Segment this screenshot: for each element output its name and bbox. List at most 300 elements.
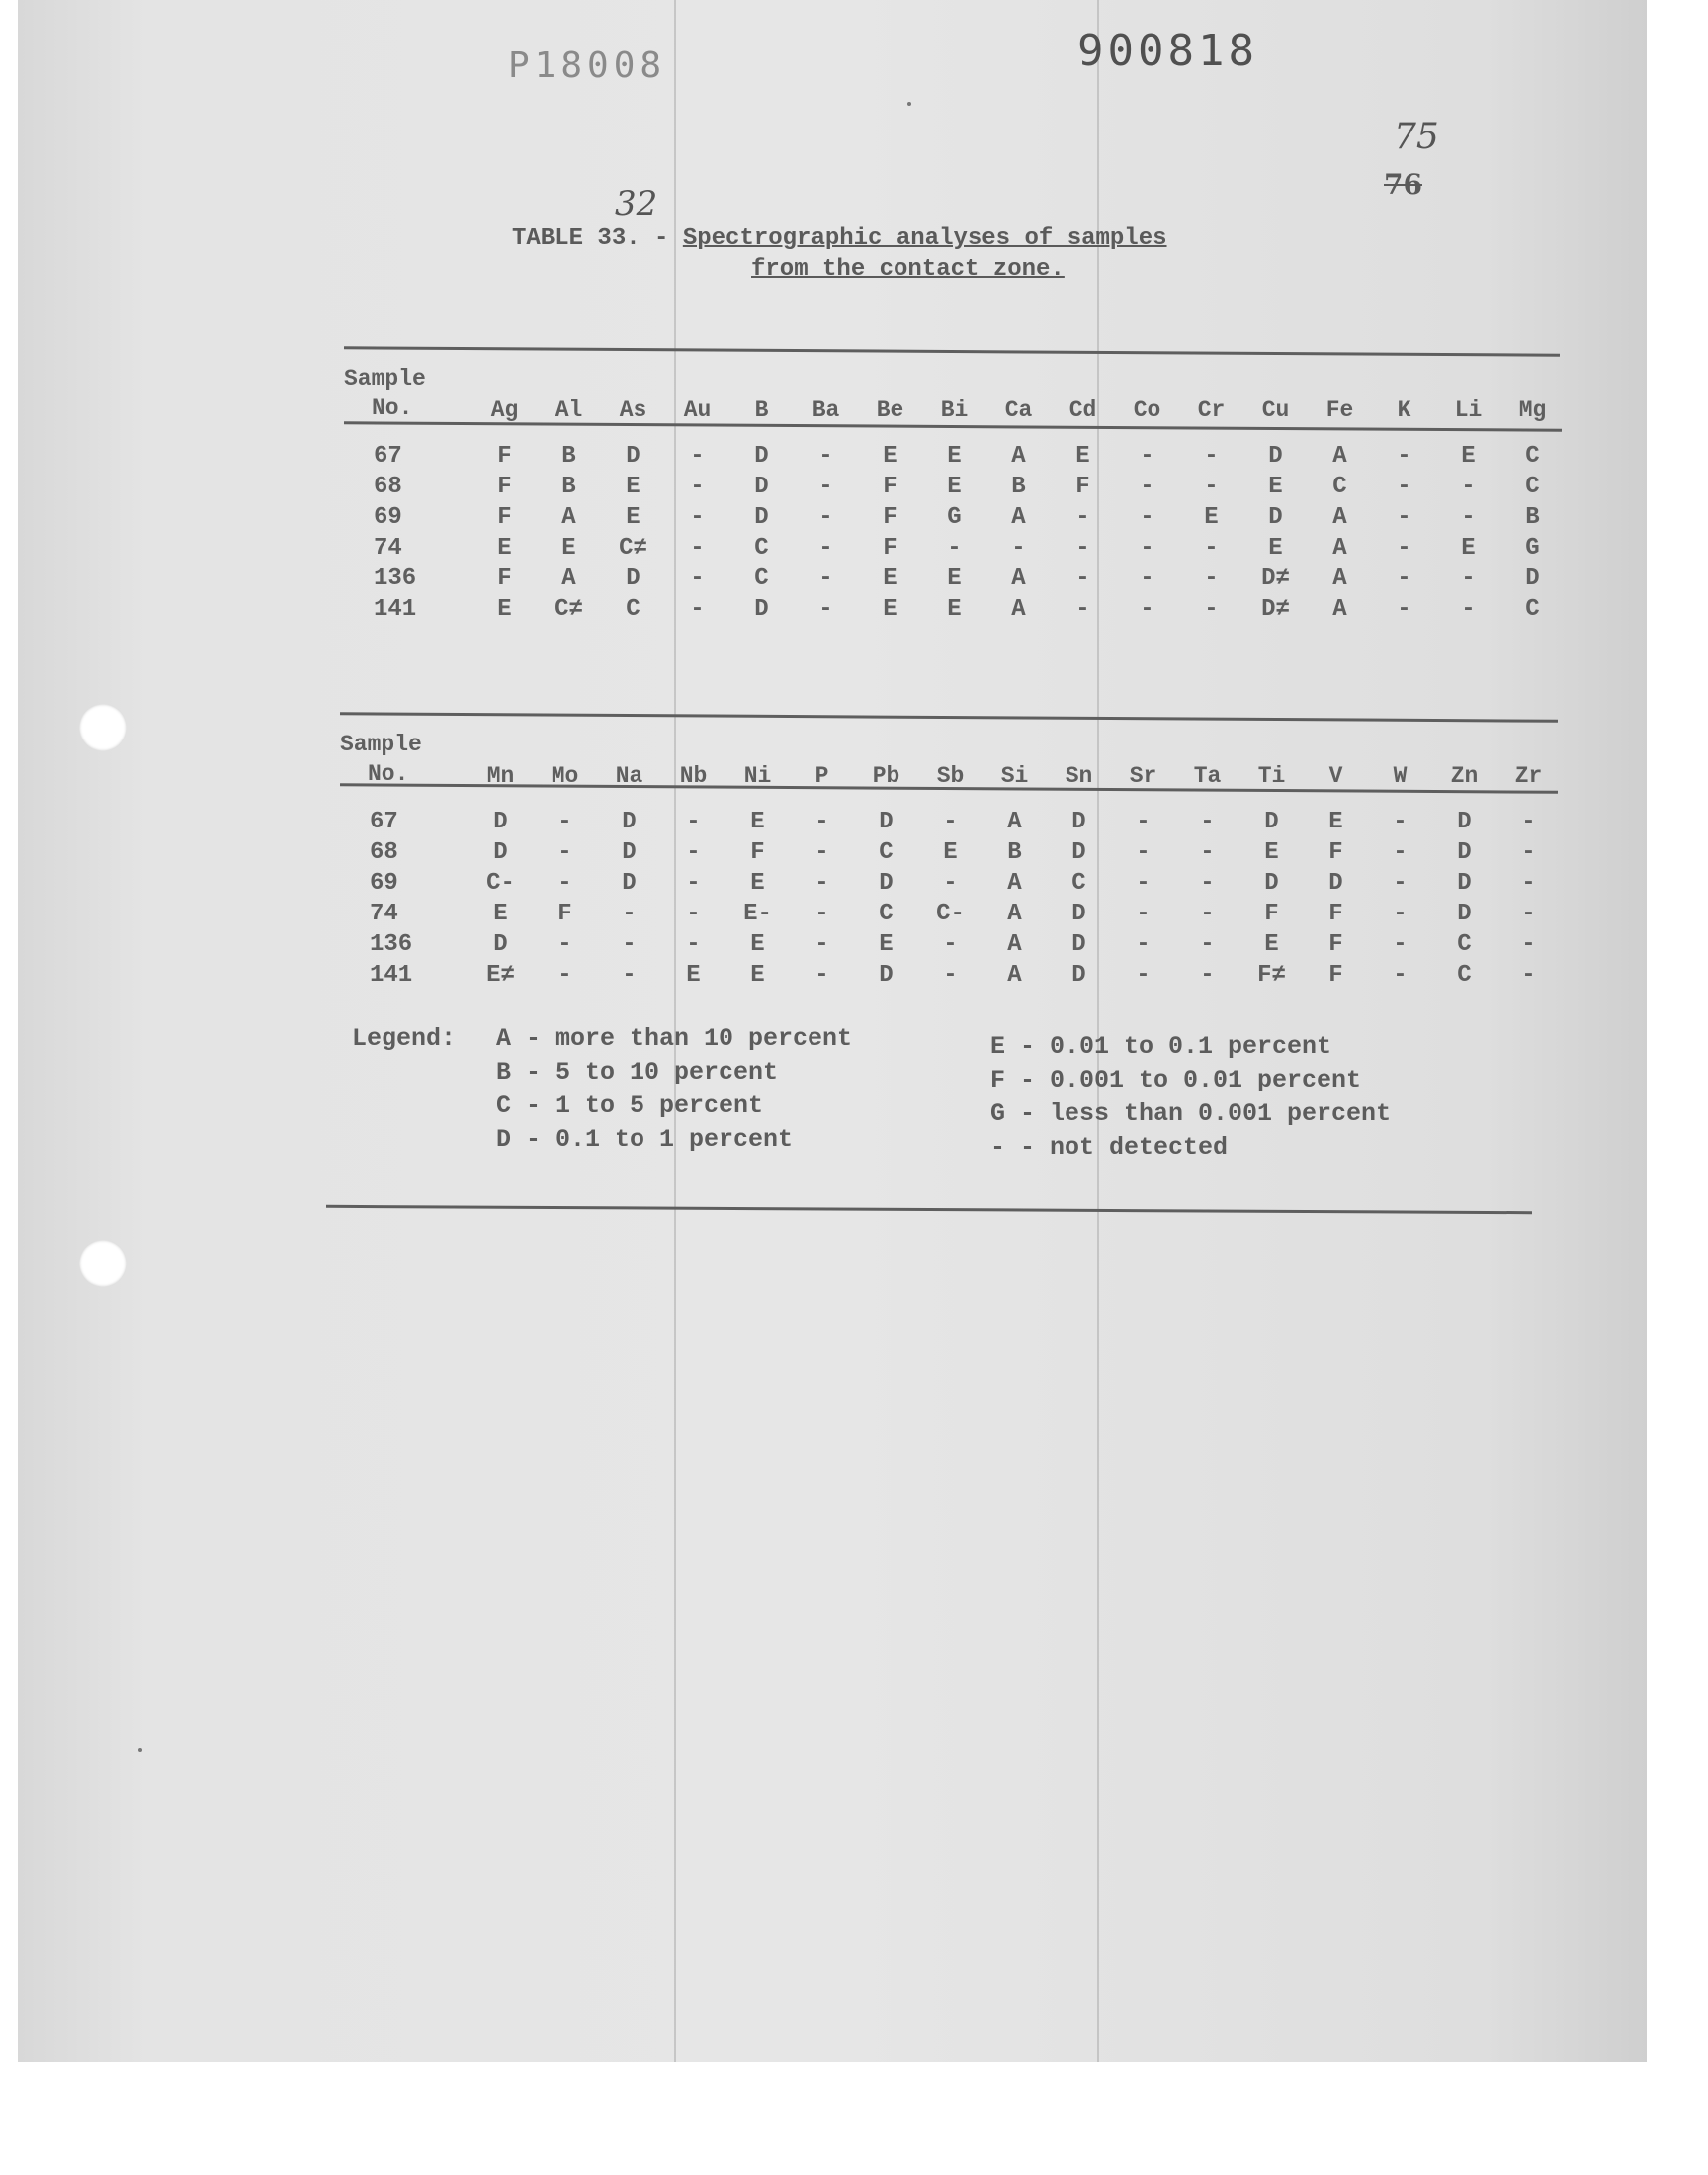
element-header: Cd <box>1068 397 1097 423</box>
concentration-cell: - <box>1136 901 1151 927</box>
legend-column-1 <box>496 1022 852 1157</box>
element-header: Ni <box>743 763 772 789</box>
concentration-cell: D≠ <box>1261 596 1290 623</box>
concentration-cell: D <box>622 870 637 897</box>
concentration-cell: F <box>1328 901 1343 927</box>
concentration-cell: G <box>947 504 962 531</box>
concentration-cell: E- <box>743 901 772 927</box>
concentration-cell: - <box>686 809 701 835</box>
sample-number: 74 <box>374 535 402 562</box>
concentration-cell: E <box>750 870 765 897</box>
concentration-cell: D <box>1328 870 1343 897</box>
element-header: Be <box>876 397 904 423</box>
concentration-cell: - <box>686 870 701 897</box>
concentration-cell: C- <box>486 870 515 897</box>
concentration-cell: - <box>1521 839 1536 866</box>
concentration-cell: - <box>690 504 705 531</box>
concentration-cell: - <box>1200 901 1215 927</box>
punch-hole <box>79 1240 127 1287</box>
element-header: Sb <box>936 763 965 789</box>
concentration-cell: F <box>883 474 897 500</box>
sample-header-line2: No. <box>372 395 413 421</box>
stamp-number-left: P18008 <box>508 45 667 86</box>
concentration-cell: E≠ <box>486 962 515 989</box>
concentration-cell: C <box>1332 474 1347 500</box>
concentration-cell: E <box>626 504 640 531</box>
concentration-cell: E <box>883 566 897 592</box>
concentration-cell: - <box>1200 839 1215 866</box>
element-header: Zr <box>1514 763 1543 789</box>
concentration-cell: D <box>626 443 640 470</box>
concentration-cell: C <box>1525 596 1540 623</box>
concentration-cell: - <box>1140 535 1154 562</box>
legend-item: - - not detected <box>990 1133 1229 1162</box>
concentration-cell: - <box>818 535 833 562</box>
concentration-cell: C≠ <box>555 596 583 623</box>
spacer-row <box>344 427 1565 441</box>
concentration-cell: - <box>943 870 958 897</box>
concentration-cell: - <box>1136 962 1151 989</box>
concentration-cell: - <box>1204 596 1219 623</box>
element-header: Bi <box>940 397 969 423</box>
spacer-cell <box>340 793 1561 807</box>
element-header: Ca <box>1004 397 1033 423</box>
stamp-number-right: 900818 <box>1077 26 1258 76</box>
concentration-cell: D <box>493 839 508 866</box>
concentration-cell: - <box>690 596 705 623</box>
table-row <box>344 594 1565 625</box>
concentration-cell: - <box>1397 474 1411 500</box>
concentration-cell: C <box>879 839 894 866</box>
concentration-cell: - <box>686 901 701 927</box>
concentration-cell: D <box>1525 566 1540 592</box>
concentration-cell: D <box>493 931 508 958</box>
element-header: Sr <box>1129 763 1157 789</box>
sample-header <box>344 352 472 427</box>
concentration-cell: F <box>1328 931 1343 958</box>
element-header: Li <box>1454 397 1483 423</box>
punch-hole <box>79 704 127 751</box>
concentration-cell: - <box>1075 566 1090 592</box>
concentration-cell: C <box>754 535 769 562</box>
sample-number: 141 <box>370 962 413 989</box>
handwritten-table-number: 32 <box>615 184 658 223</box>
concentration-cell: B <box>1007 839 1022 866</box>
concentration-cell: F <box>497 566 512 592</box>
concentration-cell: A <box>1332 535 1347 562</box>
concentration-cell: C <box>754 566 769 592</box>
spacer-row <box>340 793 1561 807</box>
sample-number: 68 <box>370 839 398 866</box>
table-row <box>344 564 1565 594</box>
concentration-cell: F <box>883 535 897 562</box>
bottom-rule <box>326 1205 1532 1214</box>
concentration-cell: - <box>1136 839 1151 866</box>
element-header: As <box>619 397 647 423</box>
element-header: K <box>1397 397 1411 423</box>
concentration-cell: D <box>622 839 637 866</box>
sample-number: 136 <box>374 566 417 592</box>
concentration-cell: E <box>1328 809 1343 835</box>
sample-number: 69 <box>370 870 398 897</box>
concentration-cell: - <box>1393 931 1408 958</box>
concentration-cell: C <box>626 596 640 623</box>
concentration-cell: - <box>947 535 962 562</box>
concentration-cell: - <box>1521 962 1536 989</box>
concentration-cell: A <box>561 566 576 592</box>
concentration-cell: A <box>1011 566 1026 592</box>
concentration-cell: E <box>943 839 958 866</box>
concentration-cell: D <box>1457 870 1472 897</box>
concentration-cell: - <box>1461 504 1476 531</box>
table-title <box>512 225 1323 283</box>
concentration-cell: D <box>493 809 508 835</box>
concentration-cell: D <box>879 809 894 835</box>
concentration-cell: - <box>1136 931 1151 958</box>
concentration-cell: - <box>818 566 833 592</box>
concentration-cell: C <box>879 901 894 927</box>
concentration-cell: C- <box>936 901 965 927</box>
concentration-cell: E <box>1075 443 1090 470</box>
table-row <box>344 441 1565 472</box>
element-header: Cu <box>1261 397 1290 423</box>
concentration-cell: E <box>947 443 962 470</box>
concentration-cell: - <box>1521 901 1536 927</box>
concentration-cell: - <box>1200 931 1215 958</box>
concentration-cell: - <box>1204 535 1219 562</box>
concentration-cell: C <box>1457 962 1472 989</box>
concentration-cell: - <box>814 962 829 989</box>
concentration-cell: D <box>754 504 769 531</box>
concentration-cell: E <box>1461 535 1476 562</box>
concentration-cell: D <box>1268 443 1283 470</box>
concentration-cell: D <box>1071 931 1086 958</box>
concentration-cell: - <box>1397 596 1411 623</box>
concentration-cell: - <box>1136 809 1151 835</box>
concentration-cell: E <box>497 535 512 562</box>
concentration-cell: - <box>1397 443 1411 470</box>
table-row <box>344 533 1565 564</box>
concentration-cell: E <box>947 566 962 592</box>
concentration-cell: F <box>750 839 765 866</box>
concentration-cell: E <box>879 931 894 958</box>
concentration-cell: A <box>1011 596 1026 623</box>
concentration-cell: E <box>947 596 962 623</box>
element-header: Pb <box>872 763 900 789</box>
concentration-cell: - <box>1397 566 1411 592</box>
concentration-cell: D <box>1071 809 1086 835</box>
concentration-cell: A <box>1332 566 1347 592</box>
element-header: Si <box>1000 763 1029 789</box>
concentration-cell: - <box>818 596 833 623</box>
handwritten-page-number: 75 <box>1394 117 1439 157</box>
legend-item: D - 0.1 to 1 percent <box>496 1125 794 1154</box>
element-header: Mg <box>1518 397 1547 423</box>
concentration-cell: - <box>1140 504 1154 531</box>
sample-number: 69 <box>374 504 402 531</box>
element-header: W <box>1393 763 1408 789</box>
concentration-cell: - <box>1204 474 1219 500</box>
concentration-cell: C <box>1457 931 1472 958</box>
concentration-cell: E <box>1264 931 1279 958</box>
concentration-cell: A <box>1332 443 1347 470</box>
legend-column-2 <box>990 1030 1391 1165</box>
concentration-cell: D <box>879 962 894 989</box>
concentration-cell: - <box>690 535 705 562</box>
concentration-cell: - <box>943 962 958 989</box>
concentration-cell: D <box>1264 809 1279 835</box>
spacer-cell <box>344 427 1565 441</box>
element-header: Ag <box>490 397 519 423</box>
concentration-cell: E <box>497 596 512 623</box>
sample-header-line1: Sample <box>340 732 422 757</box>
concentration-cell: - <box>1397 535 1411 562</box>
concentration-cell: D <box>754 474 769 500</box>
concentration-cell: C <box>1525 474 1540 500</box>
concentration-cell: A <box>1007 962 1022 989</box>
table-row <box>344 472 1565 502</box>
concentration-cell: - <box>1075 504 1090 531</box>
struck-page-number: 76 <box>1384 168 1422 201</box>
legend-label: Legend: <box>352 1024 457 1053</box>
sample-number: 136 <box>370 931 413 958</box>
concentration-cell: B <box>561 474 576 500</box>
legend-item: G - less than 0.001 percent <box>990 1099 1392 1128</box>
element-header: Na <box>615 763 643 789</box>
sample-header <box>340 718 469 793</box>
concentration-cell: D <box>1457 901 1472 927</box>
element-header: V <box>1328 763 1343 789</box>
concentration-cell: - <box>1075 535 1090 562</box>
sample-number: 67 <box>374 443 402 470</box>
concentration-cell: - <box>814 901 829 927</box>
concentration-cell: C <box>1071 870 1086 897</box>
legend-item: A - more than 10 percent <box>496 1024 853 1053</box>
sample-header-line1: Sample <box>344 366 426 392</box>
concentration-cell: - <box>814 870 829 897</box>
table1-elements <box>344 352 1565 625</box>
concentration-cell: E <box>1204 504 1219 531</box>
document-page <box>18 0 1647 2062</box>
concentration-cell: - <box>1393 839 1408 866</box>
legend-item: F - 0.001 to 0.01 percent <box>990 1066 1362 1094</box>
element-header: Ta <box>1193 763 1222 789</box>
concentration-cell: F≠ <box>1257 962 1286 989</box>
concentration-cell: - <box>1393 870 1408 897</box>
concentration-cell: F <box>1264 901 1279 927</box>
title-line1: Spectrographic analyses of samples <box>682 225 1167 252</box>
concentration-cell: - <box>814 809 829 835</box>
concentration-cell: E <box>686 962 701 989</box>
concentration-cell: E <box>750 809 765 835</box>
table-row <box>340 960 1561 991</box>
concentration-cell: - <box>814 931 829 958</box>
element-header: Zn <box>1450 763 1479 789</box>
element-header: Co <box>1133 397 1161 423</box>
concentration-cell: D <box>1457 809 1472 835</box>
concentration-cell: - <box>1521 809 1536 835</box>
element-header: B <box>754 397 769 423</box>
concentration-cell: - <box>557 931 572 958</box>
sample-number: 67 <box>370 809 398 835</box>
element-header: Mn <box>486 763 515 789</box>
concentration-cell: A <box>1007 931 1022 958</box>
concentration-cell: D <box>626 566 640 592</box>
concentration-cell: D <box>622 809 637 835</box>
concentration-cell: - <box>557 870 572 897</box>
concentration-cell: F <box>1328 839 1343 866</box>
concentration-cell: E <box>561 535 576 562</box>
concentration-cell: E <box>947 474 962 500</box>
title-line2: from the contact zone. <box>751 256 1065 283</box>
element-header: Au <box>683 397 712 423</box>
concentration-cell: A <box>1011 504 1026 531</box>
element-header: Fe <box>1325 397 1354 423</box>
concentration-cell: A <box>1011 443 1026 470</box>
concentration-cell: - <box>1136 870 1151 897</box>
concentration-cell: A <box>1007 870 1022 897</box>
concentration-cell: E <box>1264 839 1279 866</box>
concentration-cell: E <box>493 901 508 927</box>
concentration-cell: D <box>1264 870 1279 897</box>
concentration-cell: - <box>1011 535 1026 562</box>
concentration-cell: E <box>883 443 897 470</box>
concentration-cell: D≠ <box>1261 566 1290 592</box>
concentration-cell: - <box>690 443 705 470</box>
concentration-cell: G <box>1525 535 1540 562</box>
concentration-cell: A <box>1332 504 1347 531</box>
table-row <box>340 899 1561 929</box>
concentration-cell: - <box>690 474 705 500</box>
concentration-cell: - <box>1200 809 1215 835</box>
sample-number: 68 <box>374 474 402 500</box>
sample-number: 74 <box>370 901 398 927</box>
concentration-cell: F <box>497 474 512 500</box>
concentration-cell: - <box>1075 596 1090 623</box>
sample-number: 141 <box>374 596 417 623</box>
concentration-cell: F <box>557 901 572 927</box>
concentration-cell: E <box>883 596 897 623</box>
concentration-cell: - <box>622 962 637 989</box>
element-header: Mo <box>551 763 579 789</box>
table-row <box>344 502 1565 533</box>
legend-item: B - 5 to 10 percent <box>496 1058 779 1087</box>
table-row <box>340 807 1561 837</box>
concentration-cell: - <box>1461 474 1476 500</box>
concentration-cell: A <box>561 504 576 531</box>
element-header: Al <box>555 397 583 423</box>
concentration-cell: A <box>1007 901 1022 927</box>
table-row <box>340 929 1561 960</box>
concentration-cell: A <box>1332 596 1347 623</box>
concentration-cell: D <box>754 443 769 470</box>
concentration-cell: D <box>1071 839 1086 866</box>
concentration-cell: - <box>622 931 637 958</box>
concentration-cell: D <box>1457 839 1472 866</box>
concentration-cell: A <box>1007 809 1022 835</box>
concentration-cell: B <box>1525 504 1540 531</box>
concentration-cell: C≠ <box>619 535 647 562</box>
table-row <box>340 868 1561 899</box>
concentration-cell: - <box>1204 566 1219 592</box>
concentration-cell: - <box>1140 474 1154 500</box>
concentration-cell: E <box>1461 443 1476 470</box>
concentration-cell: - <box>943 931 958 958</box>
element-header: P <box>814 763 829 789</box>
concentration-cell: F <box>883 504 897 531</box>
concentration-cell: D <box>1268 504 1283 531</box>
table2-elements <box>340 718 1561 991</box>
concentration-cell: - <box>943 809 958 835</box>
concentration-cell: E <box>750 962 765 989</box>
concentration-cell: - <box>1393 962 1408 989</box>
concentration-cell: B <box>1011 474 1026 500</box>
concentration-cell: - <box>814 839 829 866</box>
concentration-cell: - <box>1397 504 1411 531</box>
table1-header-row <box>344 352 1565 427</box>
legend-item: E - 0.01 to 0.1 percent <box>990 1032 1332 1061</box>
concentration-cell: - <box>818 474 833 500</box>
concentration-cell: - <box>818 504 833 531</box>
concentration-cell: - <box>1461 566 1476 592</box>
concentration-cell: - <box>557 962 572 989</box>
element-header: Nb <box>679 763 708 789</box>
concentration-cell: - <box>1521 931 1536 958</box>
element-header: Ti <box>1257 763 1286 789</box>
concentration-cell: - <box>557 839 572 866</box>
concentration-cell: - <box>1200 870 1215 897</box>
element-header: Ba <box>811 397 840 423</box>
concentration-cell: E <box>750 931 765 958</box>
concentration-cell: F <box>1075 474 1090 500</box>
element-header: Sn <box>1065 763 1093 789</box>
concentration-cell: - <box>690 566 705 592</box>
concentration-cell: - <box>1140 596 1154 623</box>
table2-header-row <box>340 718 1561 793</box>
concentration-cell: B <box>561 443 576 470</box>
concentration-cell: - <box>686 839 701 866</box>
concentration-cell: F <box>497 443 512 470</box>
speck <box>138 1748 142 1752</box>
concentration-cell: - <box>1140 443 1154 470</box>
concentration-cell: D <box>879 870 894 897</box>
concentration-cell: - <box>1461 596 1476 623</box>
concentration-cell: - <box>622 901 637 927</box>
legend-item: C - 1 to 5 percent <box>496 1091 764 1120</box>
concentration-cell: - <box>1393 901 1408 927</box>
concentration-cell: - <box>1204 443 1219 470</box>
concentration-cell: - <box>1200 962 1215 989</box>
concentration-cell: - <box>1521 870 1536 897</box>
concentration-cell: E <box>626 474 640 500</box>
speck <box>907 102 911 106</box>
concentration-cell: E <box>1268 474 1283 500</box>
table-row <box>340 837 1561 868</box>
title-prefix: TABLE 33. - <box>512 225 683 252</box>
concentration-cell: D <box>1071 901 1086 927</box>
concentration-cell: C <box>1525 443 1540 470</box>
concentration-cell: F <box>1328 962 1343 989</box>
concentration-cell: - <box>818 443 833 470</box>
concentration-cell: F <box>497 504 512 531</box>
concentration-cell: - <box>686 931 701 958</box>
element-header: Cr <box>1197 397 1226 423</box>
concentration-cell: D <box>754 596 769 623</box>
concentration-cell: D <box>1071 962 1086 989</box>
concentration-cell: E <box>1268 535 1283 562</box>
concentration-cell: - <box>1140 566 1154 592</box>
concentration-cell: - <box>1393 809 1408 835</box>
